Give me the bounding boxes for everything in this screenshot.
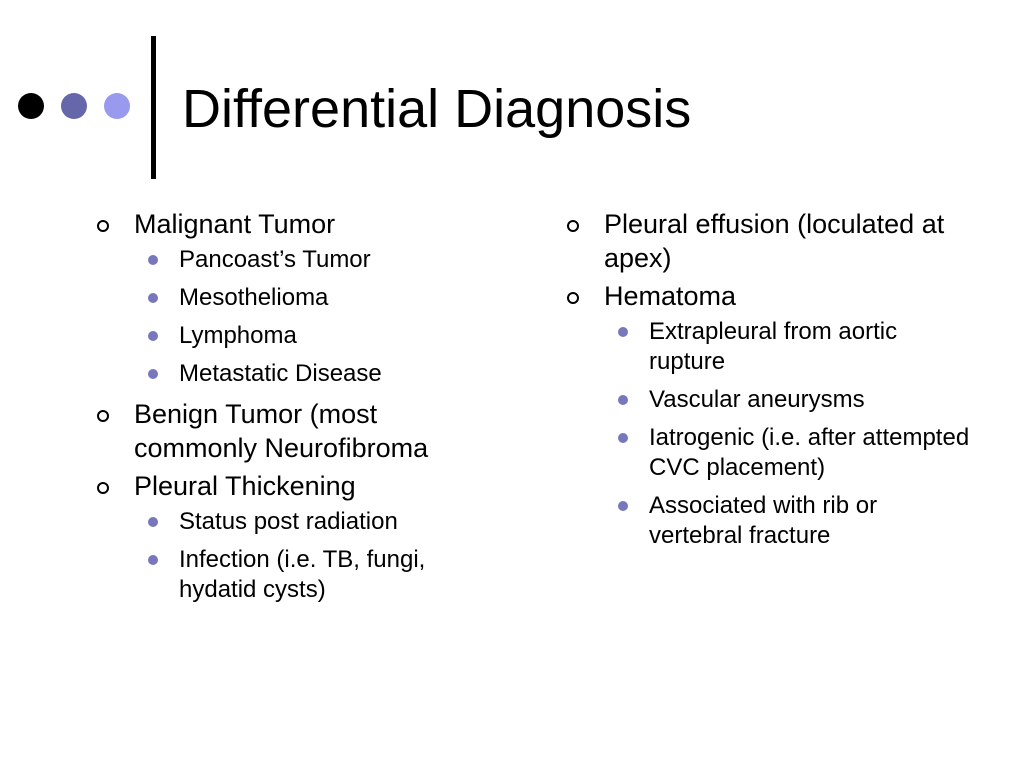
bullet-item bbox=[566, 279, 976, 551]
sub-bullet-text: Metastatic Disease bbox=[179, 360, 382, 387]
sub-bullet-text: Associated with rib or vertebral fracture bbox=[649, 492, 878, 549]
sub-bullet-text: Extrapleural from aortic rupture bbox=[649, 318, 898, 375]
filled-circle-bullet-icon bbox=[618, 433, 628, 443]
bullet-text: Pleural effusion (loculated at apex) bbox=[604, 209, 945, 273]
sub-bullet-item bbox=[134, 507, 486, 537]
sub-bullet-item bbox=[134, 545, 486, 605]
sub-bullet-item bbox=[604, 423, 976, 483]
hollow-circle-bullet-icon bbox=[97, 410, 109, 422]
bullet-text: Benign Tumor (most commonly Neurofibroma bbox=[134, 399, 429, 463]
bullet-item bbox=[96, 469, 486, 605]
sub-bullet-text: Vascular aneurysms bbox=[649, 386, 865, 413]
sub-bullet-text: Iatrogenic (i.e. after attempted CVC placement) bbox=[649, 424, 970, 481]
hollow-circle-bullet-icon bbox=[567, 292, 579, 304]
sub-bullet-text: Lymphoma bbox=[179, 322, 297, 349]
sub-bullet-item bbox=[604, 385, 976, 415]
bullet-item bbox=[96, 207, 486, 389]
sub-bullet-text: Mesothelioma bbox=[179, 284, 329, 311]
filled-circle-bullet-icon bbox=[148, 293, 158, 303]
bullet-text: Hematoma bbox=[604, 281, 737, 311]
left-column bbox=[96, 207, 486, 613]
filled-circle-bullet-icon bbox=[148, 331, 158, 341]
filled-circle-bullet-icon bbox=[148, 255, 158, 265]
right-column bbox=[566, 207, 976, 559]
sub-bullet-item bbox=[134, 321, 486, 351]
decorative-dot-3 bbox=[104, 93, 130, 119]
hollow-circle-bullet-icon bbox=[97, 220, 109, 232]
sub-bullet-text: Pancoast’s Tumor bbox=[179, 246, 371, 273]
hollow-circle-bullet-icon bbox=[97, 482, 109, 494]
sub-bullet-item bbox=[604, 317, 976, 377]
hollow-circle-bullet-icon bbox=[567, 220, 579, 232]
filled-circle-bullet-icon bbox=[618, 395, 628, 405]
decorative-dot-2 bbox=[61, 93, 87, 119]
sub-bullet-item bbox=[134, 359, 486, 389]
filled-circle-bullet-icon bbox=[148, 369, 158, 379]
decorative-dot-1 bbox=[18, 93, 44, 119]
sub-bullet-item bbox=[134, 283, 486, 313]
filled-circle-bullet-icon bbox=[618, 327, 628, 337]
sub-bullet-text: Infection (i.e. TB, fungi, hydatid cysts) bbox=[179, 546, 426, 603]
title-divider bbox=[151, 36, 156, 179]
slide-title: Differential Diagnosis bbox=[182, 79, 692, 139]
sub-bullet-item bbox=[604, 491, 976, 551]
filled-circle-bullet-icon bbox=[148, 517, 158, 527]
sub-bullet-list bbox=[134, 245, 486, 389]
filled-circle-bullet-icon bbox=[618, 501, 628, 511]
sub-bullet-item bbox=[134, 245, 486, 275]
sub-bullet-list bbox=[134, 507, 486, 605]
bullet-item bbox=[96, 397, 486, 465]
filled-circle-bullet-icon bbox=[148, 555, 158, 565]
bullet-item bbox=[566, 207, 976, 275]
bullet-text: Malignant Tumor bbox=[134, 209, 336, 239]
bullet-text: Pleural Thickening bbox=[134, 471, 356, 501]
sub-bullet-text: Status post radiation bbox=[179, 508, 398, 535]
sub-bullet-list bbox=[604, 317, 976, 551]
